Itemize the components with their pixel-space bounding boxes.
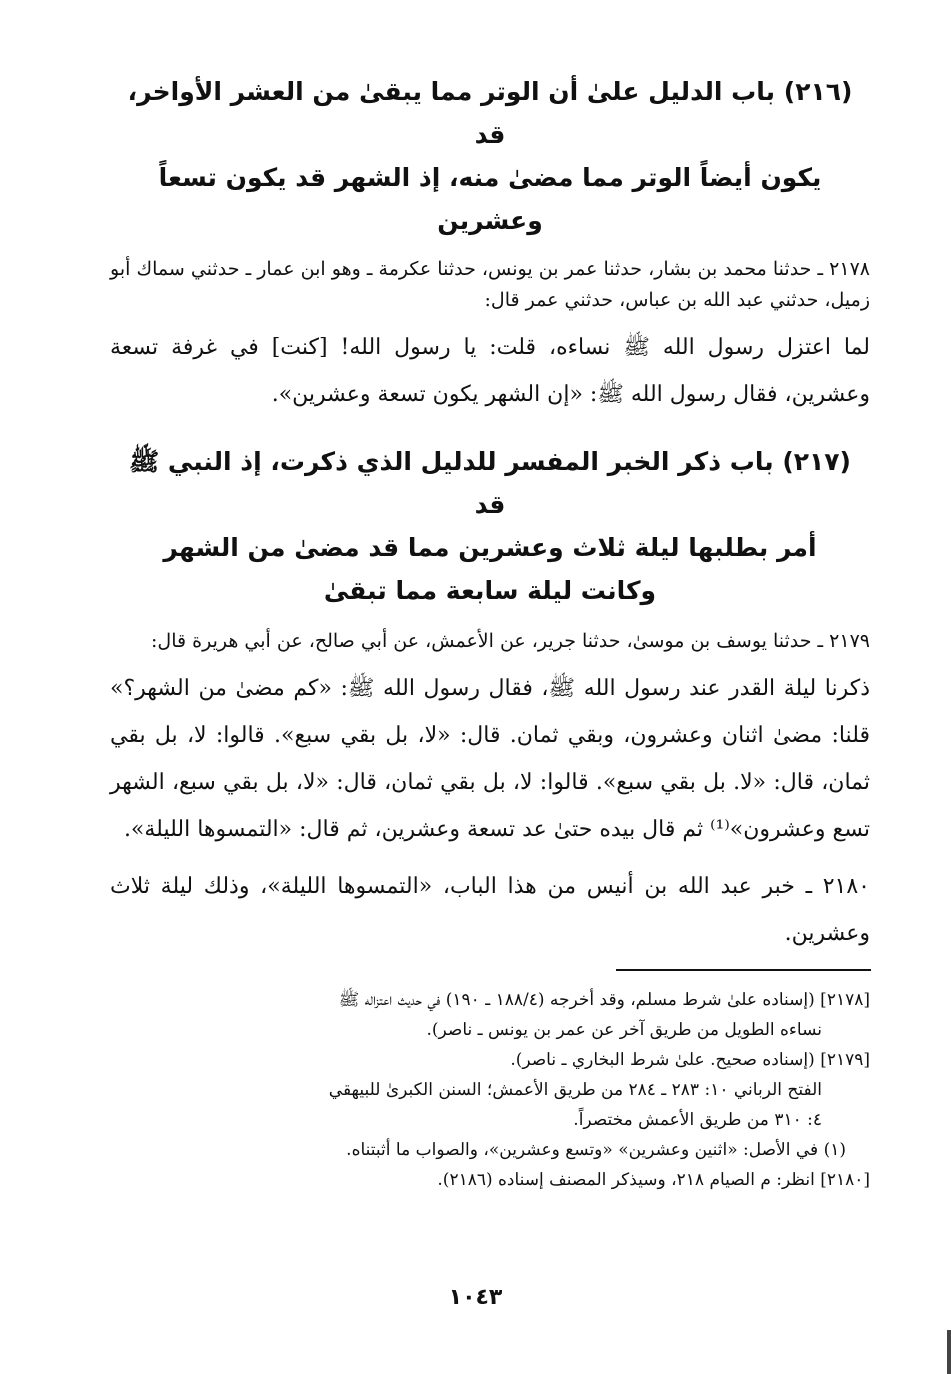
page-content bbox=[110, 62, 870, 957]
isnad-2179: ٢١٧٩ ـ حدثنا يوسف بن موسىٰ، حدثنا جرير، عن الأعمش، عن أبي صالح، عن أبي هريرة قال: bbox=[151, 630, 870, 652]
footnote-2179-reference: الفتح الرباني ١٠: ٢٨٣ ـ ٢٨٤ من طريق الأعمش؛ السنن الكبرىٰ للبيهقي bbox=[328, 1080, 822, 1100]
isnad-2178: ٢١٧٨ ـ حدثنا محمد بن بشار، حدثنا عمر بن يونس، حدثنا عكرمة ـ وهو ابن عمار ـ حدثني سماك أبو زميل، حدثني عبد الله بن عباس، حدثني عمر قال: bbox=[110, 258, 870, 311]
footnote-2180: [٢١٨٠] انظر: م الصيام ٢١٨، وسيذكر المصنف إسناده (٢١٨٦). bbox=[437, 1170, 870, 1190]
page-number: ١٠٤٣ bbox=[448, 1285, 503, 1310]
footnote-2179: [٢١٧٩] (إسناده صحيح. علىٰ شرط البخاري ـ ناصر). bbox=[510, 1050, 870, 1070]
hadith-text-2179: ذكرنا ليلة القدر عند رسول الله ﷺ، فقال رسول الله ﷺ: «كم مضىٰ من الشهر؟» قلنا: مضىٰ اثنان وعشرون، وبقي ثمان. قال: «لا، بل بقي سبع». قالوا: لا، بل بقي ثمان، قال: «لا. بل بقي سبع». قالوا: لا، بل بقي ثمان، قال: «لا، بل بقي سبع، الشهر تسع وعشرون»⁽¹⁾ ثم قال بيده حتىٰ عد تسعة وعشرين، ثم قال: «التمسوها الليلة». bbox=[110, 676, 870, 842]
footnote-2179-reference-continued: ٤: ٣١٠ من طريق الأعمش مختصراً. bbox=[573, 1110, 822, 1130]
scan-edge-mark bbox=[947, 1330, 951, 1374]
heading-line: (٢١٦) باب الدليل علىٰ أن الوتر مما يبقىٰ من العشر الأواخر، قد bbox=[127, 77, 853, 149]
footnotes bbox=[110, 985, 870, 1195]
hadith-text-2178: لما اعتزل رسول الله ﷺ نساءه، قلت: يا رسول الله! [كنت] في غرفة تسعة وعشرين، فقال رسول الله ﷺ: «إن الشهر يكون تسعة وعشرين». bbox=[110, 335, 870, 407]
heading-line: أمر بطلبها ليلة ثلاث وعشرين مما قد مضىٰ من الشهر bbox=[163, 533, 817, 562]
heading-line: يكون أيضاً الوتر مما مضىٰ منه، إذ الشهر قد يكون تسعاً وعشرين bbox=[158, 163, 822, 235]
chapter-heading-217 bbox=[110, 440, 870, 612]
footnote-separator bbox=[616, 969, 871, 971]
heading-line: وكانت ليلة سابعة مما تبقىٰ bbox=[323, 576, 657, 605]
footnote-2178: [٢١٧٨] (إسناده علىٰ شرط مسلم، وقد أخرجه (١٨٨/٤ ـ ١٩٠) في حديث اعتزاله ﷺ bbox=[338, 990, 870, 1010]
hadith-text-2180: ٢١٨٠ ـ خبر عبد الله بن أنيس من هذا الباب، «التمسوها الليلة»، وذلك ليلة ثلاث وعشرين. bbox=[110, 874, 870, 946]
heading-line: (٢١٧) باب ذكر الخبر المفسر للدليل الذي ذكرت، إذ النبي ﷺ قد bbox=[129, 447, 851, 519]
footnote-1: (١) في الأصل: «اثنين وعشرين» «وتسع وعشرين»، والصواب ما أثبتناه. bbox=[346, 1140, 846, 1160]
chapter-heading-216 bbox=[110, 70, 870, 242]
footnote-2178-continued: نساءه الطويل من طريق آخر عن عمر بن يونس ـ ناصر). bbox=[426, 1020, 822, 1040]
